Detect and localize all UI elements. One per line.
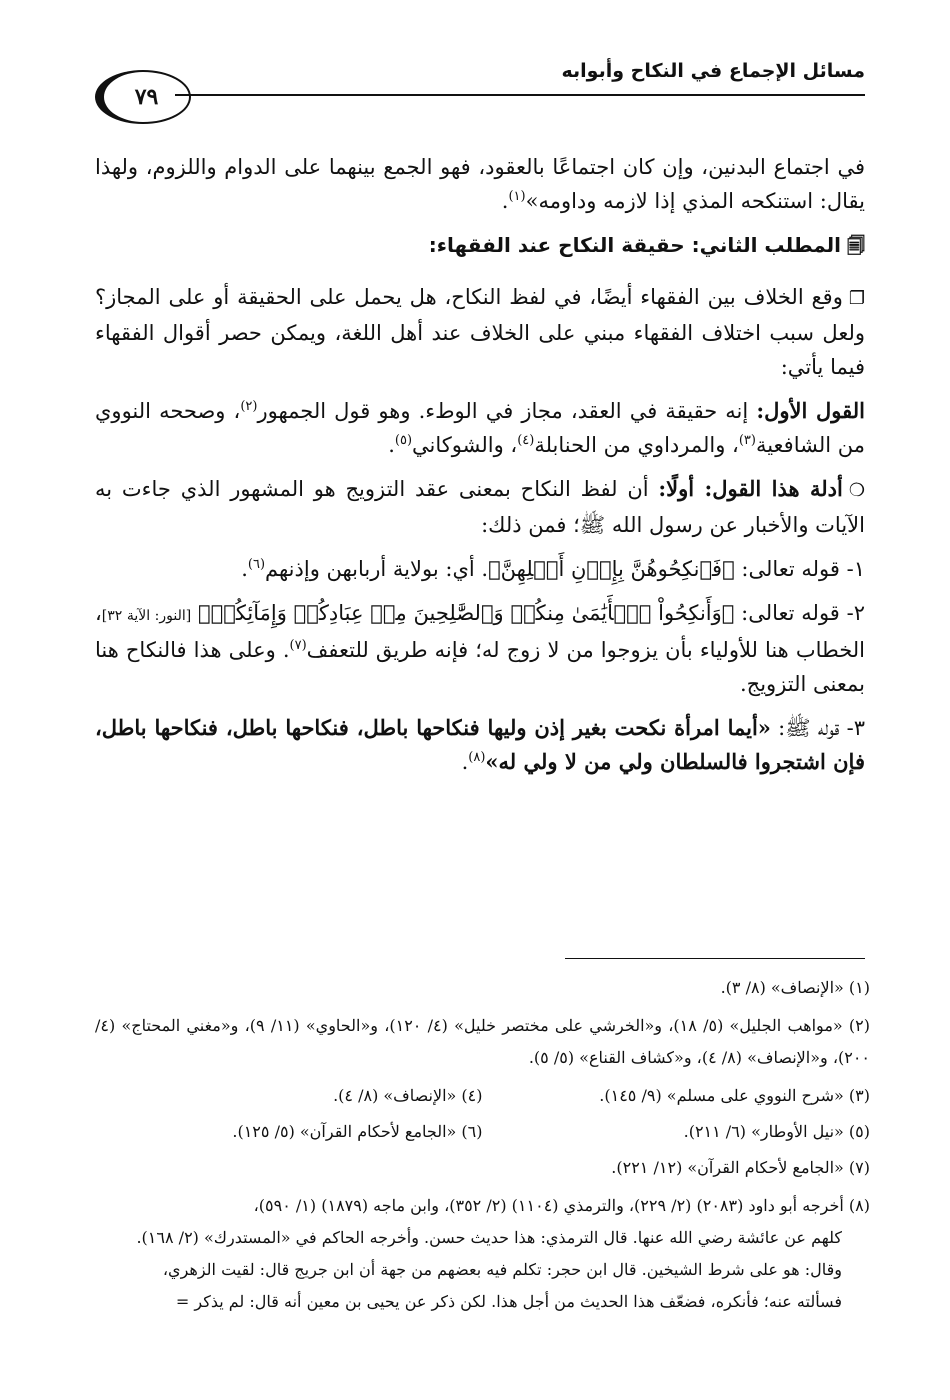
pages-icon: 🗐 (847, 236, 865, 257)
paragraph-evidence-1: ١- قوله تعالى: ﴿فَٱنكِحُوهُنَّ بِإِذۡنِ أَهۡلِهِنَّ﴾. أي: بولاية أربابهن وإذنهم$^{(٦)}$. (241, 557, 865, 581)
paragraph-1: في اجتماع البدنين، وإن كان اجتماعًا بالعقود، فهو الجمع بينهما على الدوام واللزوم، ولهذا يقال: استنكحه المذي إذا لازمه وداومه»$^{(١)}$. (95, 155, 865, 213)
footnote-1: (١) «الإنصاف» (٨/ ٣). (720, 978, 870, 997)
footnote-3: (٣) «شرح النووي على مسلم» (٩/ ١٤٥). (599, 1086, 870, 1105)
paragraph-evidence-3: ٣- قوله ﷺ: «أيما امرأة نكحت بغير إذن وليها فنكاحها باطل، فنكاحها باطل، فنكاحها باطل، فإن اشتجروا فالسلطان ولي من لا ولي له»$^{(٨)}$. (95, 715, 865, 774)
footnote-8-line-4: فسألته عنه؛ فأنكره، فضعّف هذا الحديث من أجل هذا. لكن ذكر عن يحيى بن معين أنه قال: لم يذكر = (175, 1292, 842, 1311)
footnote-ref: (١) (508, 189, 526, 204)
footnote-8-line-3: وقال: هو على شرط الشيخين. قال ابن حجر: تكلم فيه بعضهم من جهة أن ابن جريج قال: لقيت الزهري، (162, 1260, 842, 1279)
footnote-row-5-6 (95, 1116, 870, 1148)
section-title: 🗐المطلب الثاني: حقيقة النكاح عند الفقهاء: (95, 228, 865, 264)
footnote-7: (٧) «الجامع لأحكام القرآن» (١٢/ ٢٢١). (611, 1158, 870, 1177)
footnote-6: (٦) «الجامع لأحكام القرآن» (٥/ ١٢٥). (232, 1122, 483, 1141)
header-title: مسائل الإجماع في النكاح وأبوابه (561, 60, 865, 82)
square-bullet-icon: ❐ (848, 288, 865, 309)
paragraph-evidence-2: ٢- قوله تعالى: ﴿وَأَنكِحُواْ ٱلۡأَيَٰمَىٰ مِنكُمۡ وَٱلصَّٰلِحِينَ مِنۡ عِبَادِكُمۡ وَإِمَآئِكُمۡ﴾ [النور: الآية ٣٢]، الخطاب هنا للأولياء بأن يزوجوا من لا زوج له؛ فإنه طريق للتعفف$^{(٧)}$. وعلى هذا فالنكاح هنا بمعنى التزويج. (95, 601, 865, 696)
paragraph-2: ❐وقع الخلاف بين الفقهاء أيضًا، في لفظ النكاح، هل يحمل على الحقيقة أو على المجاز؟ ولعل سبب اختلاف الفقهاء مبني على الخلاف عند أهل اللغة، ويمكن حصر أقوال الفقهاء فيما يأتي: (95, 280, 865, 384)
footnote-4: (٤) «الإنصاف» (٨/ ٤). (333, 1086, 483, 1105)
footnote-8: (٨) أخرجه أبو داود (٢٠٨٣) (٢/ ٢٢٩)، والترمذي (١١٠٤) (٢/ ٣٥٢)، وابن ماجه (١٨٧٩) (١/ ٥٩٠)، (253, 1196, 870, 1215)
footnote-5: (٥) «نيل الأوطار» (٦/ ٢١١). (683, 1122, 870, 1141)
footnote-separator (565, 958, 865, 959)
paragraph-first-opinion: القول الأول: إنه حقيقة في العقد، مجاز في الوطء. وهو قول الجمهور$^{(٢)}$، وصححه النووي من الشافعية$^{(٣)}$، والمرداوي من الحنابلة$^{(٤)}$، والشوكاني$^{(٥)}$. (95, 398, 865, 457)
main-text (95, 150, 865, 789)
paragraph-evidence: ❍أدلة هذا القول: أولًا: أن لفظ النكاح بمعنى عقد التزويج هو المشهور الذي جاءت به الآيات والأخبار عن رسول الله ﷺ؛ فمن ذلك: (95, 476, 865, 537)
footnote-row-3-4 (95, 1080, 870, 1112)
footnote-2: (٢) «مواهب الجليل» (٥/ ١٨)، و«الخرشي على مختصر خليل» (٤/ ١٢٠)، و«الحاوي» (١١/ ٩)، و«مغني المحتاج» (٤/ ٢٠٠)، و«الإنصاف» (٨/ ٤)، و«كشاف القناع» (٥/ ٥). (95, 1016, 870, 1067)
footnote-8-line-2: كلهم عن عائشة رضي الله عنها. قال الترمذي: هذا حديث حسن. وأخرجه الحاكم في «المستدرك» (٢/ ١٦٨). (136, 1228, 842, 1247)
header-rule (175, 94, 865, 96)
page-number: ٧٩ (95, 70, 191, 124)
running-header (95, 58, 865, 138)
footnotes (95, 972, 870, 1318)
circle-bullet-icon: ❍ (848, 480, 865, 501)
